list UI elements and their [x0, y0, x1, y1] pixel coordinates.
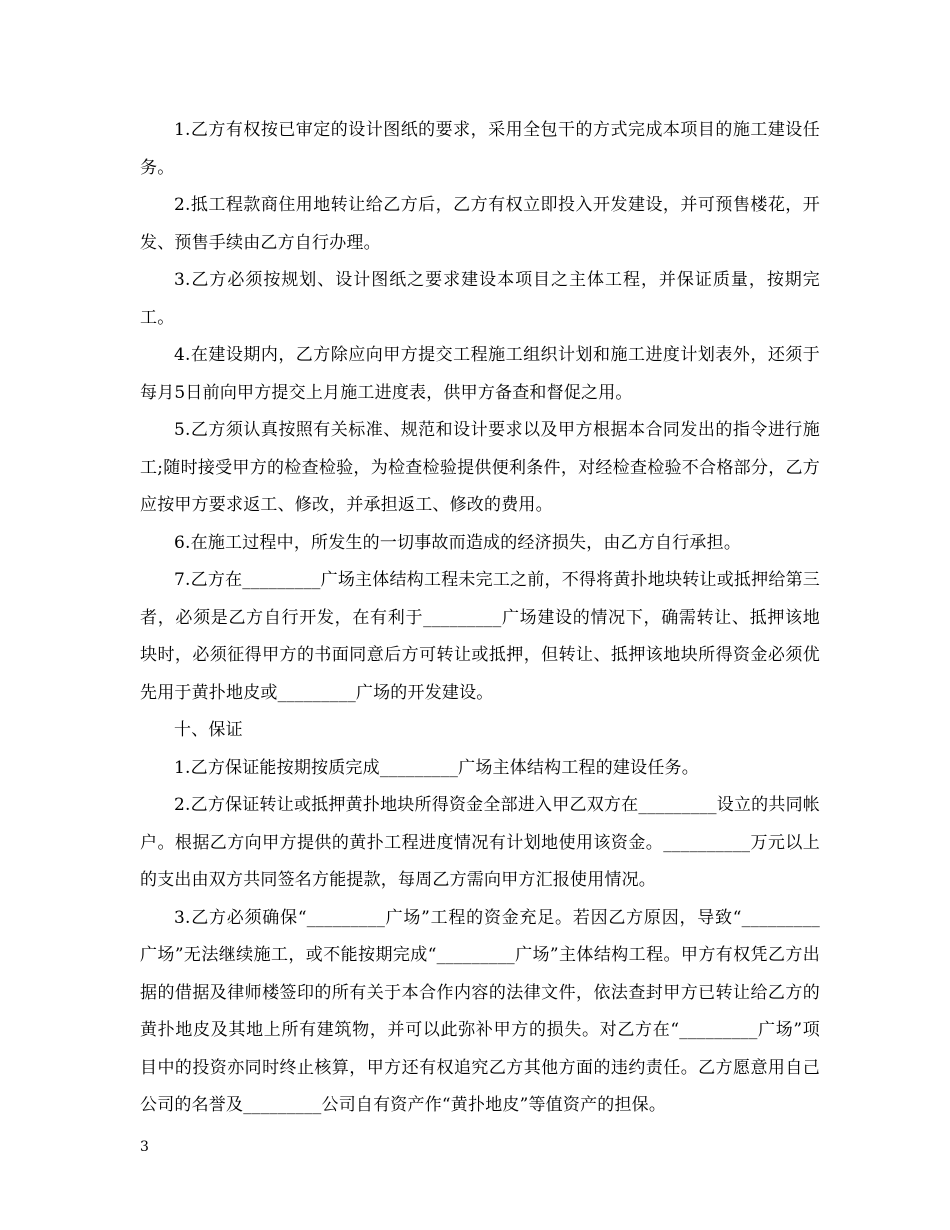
- page-number: 3: [140, 1139, 149, 1155]
- clause-paragraph: 1.乙方有权按已审定的设计图纸的要求，采用全包干的方式完成本项目的施工建设任务。: [140, 120, 820, 178]
- document-body: [140, 112, 820, 1125]
- clause-paragraph: 3.乙方必须按规划、设计图纸之要求建设本项目之主体工程，并保证质量，按期完工。: [140, 270, 820, 328]
- clause-paragraph: 7.乙方在_________广场主体结构工程未完工之前，不得将黄扑地块转让或抵押给第三者，必须是乙方自行开发，在有利于_________广场建设的情况下，确需转让、抵押该地块时，必须征得甲方的书面同意后方可转让或抵押，但转让、抵押该地块所得资金必须优先用于黄扑地皮或_________广场的开发建设。: [140, 570, 820, 703]
- clause-paragraph: 1.乙方保证能按期按质完成_________广场主体结构工程的建设任务。: [174, 757, 699, 778]
- clause-paragraph: 2.乙方保证转让或抵押黄扑地块所得资金全部进入甲乙双方在_________设立的共同帐户。根据乙方向甲方提供的黄扑工程进度情况有计划地使用该资金。__________万元以上的支出由双方共同签名方能提款，每周乙方需向甲方汇报使用情况。: [140, 795, 820, 890]
- clause-paragraph: 6.在施工过程中，所发生的一切事故而造成的经济损失，由乙方自行承担。: [174, 532, 742, 553]
- section-heading: 十、保证: [174, 720, 243, 740]
- clause-paragraph: 2.抵工程款商住用地转让给乙方后，乙方有权立即投入开发建设，并可预售楼花，开发、预售手续由乙方自行办理。: [140, 195, 820, 253]
- clause-paragraph: 3.乙方必须确保“_________广场”工程的资金充足。若因乙方原因，导致“_________广场”无法继续施工，或不能按期完成“_________广场”主体结构工程。甲方有权凭乙方出据的借据及律师楼签印的所有关于本合作内容的法律文件，依法查封甲方已转让给乙方的黄扑地皮及其地上所有建筑物，并可以此弥补甲方的损失。对乙方在“_________广场”项目中的投资亦同时终止核算，甲方还有权追究乙方其他方面的违约责任。乙方愿意用自己公司的名誉及_________公司自有资产作“黄扑地皮”等值资产的担保。: [140, 907, 820, 1115]
- clause-paragraph: 4.在建设期内，乙方除应向甲方提交工程施工组织计划和施工进度计划表外，还须于每月5日前向甲方提交上月施工进度表，供甲方备查和督促之用。: [140, 345, 820, 403]
- clause-paragraph: 5.乙方须认真按照有关标准、规范和设计要求以及甲方根据本合同发出的指令进行施工;随时接受甲方的检查检验，为检查检验提供便利条件，对经检查检验不合格部分，乙方应按甲方要求返工、修改，并承担返工、修改的费用。: [140, 420, 820, 515]
